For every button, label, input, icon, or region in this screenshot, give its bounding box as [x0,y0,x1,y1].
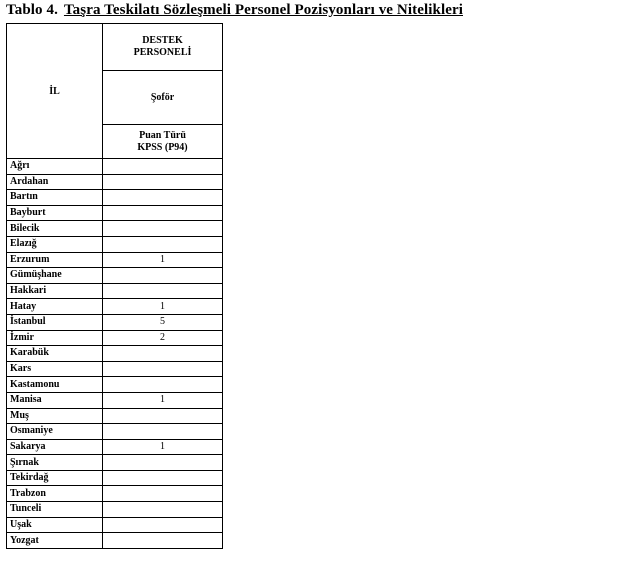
position-count-cell [103,221,223,237]
table-row [7,205,223,221]
position-count-cell: 5 [103,314,223,330]
table-row [7,439,223,455]
position-count-cell [103,470,223,486]
table-row [7,236,223,252]
position-count-cell: 2 [103,330,223,346]
city-cell: Erzurum [7,252,103,268]
table-row [7,268,223,284]
table-row [7,314,223,330]
header-city: İL [7,24,103,159]
position-count-cell [103,424,223,440]
table-row [7,408,223,424]
table-row [7,252,223,268]
table-row [7,221,223,237]
city-cell: Bartın [7,190,103,206]
position-count-cell [103,533,223,549]
table-row [7,190,223,206]
position-count-cell [103,486,223,502]
position-count-cell [103,190,223,206]
position-count-cell: 1 [103,252,223,268]
table-body [7,159,223,549]
table-row [7,377,223,393]
position-count-cell [103,159,223,175]
header-group-line1: DESTEK [142,35,183,46]
city-cell: Tekirdağ [7,470,103,486]
position-count-cell [103,517,223,533]
city-cell: Ardahan [7,174,103,190]
positions-table [6,23,223,549]
table-row [7,283,223,299]
table-row [7,470,223,486]
city-cell: Kars [7,361,103,377]
position-count-cell [103,174,223,190]
position-count-cell [103,346,223,362]
city-cell: Bilecik [7,221,103,237]
city-cell: Karabük [7,346,103,362]
city-cell: Manisa [7,392,103,408]
position-count-cell: 1 [103,299,223,315]
position-count-cell [103,377,223,393]
city-cell: Osmaniye [7,424,103,440]
position-count-cell [103,408,223,424]
table-row [7,346,223,362]
city-cell: Hatay [7,299,103,315]
city-cell: Bayburt [7,205,103,221]
header-group [103,24,223,71]
document-title [6,2,463,19]
city-cell: İzmir [7,330,103,346]
table-row [7,330,223,346]
city-cell: Elazığ [7,236,103,252]
table-row [7,455,223,471]
header-position: Şoför [103,71,223,125]
position-count-cell [103,236,223,252]
table-title: Taşra Teskilatı Sözleşmeli Personel Pozisyonları ve Nitelikleri [63,2,463,18]
table-row [7,502,223,518]
city-cell: Uşak [7,517,103,533]
table-row [7,159,223,175]
position-count-cell [103,205,223,221]
city-cell: Şırnak [7,455,103,471]
header-score-line1: Puan Türü [139,129,186,141]
city-cell: Ağrı [7,159,103,175]
city-cell: Gümüşhane [7,268,103,284]
table-row [7,361,223,377]
table-row [7,424,223,440]
header-score-type [103,125,223,159]
table-row [7,533,223,549]
city-cell: Kastamonu [7,377,103,393]
city-cell: Muş [7,408,103,424]
table-row [7,392,223,408]
city-cell: İstanbul [7,314,103,330]
position-count-cell [103,283,223,299]
table-row [7,486,223,502]
header-row-group [7,24,223,71]
position-count-cell: 1 [103,439,223,455]
table-row [7,174,223,190]
city-cell: Yozgat [7,533,103,549]
position-count-cell [103,502,223,518]
table-row [7,517,223,533]
position-count-cell [103,268,223,284]
city-cell: Hakkari [7,283,103,299]
table-label: Tablo 4. [6,2,58,18]
city-cell: Trabzon [7,486,103,502]
header-score-line2: KPSS (P94) [137,141,188,153]
city-cell: Sakarya [7,439,103,455]
header-group-line2: PERSONELİ [133,47,192,58]
table-row [7,299,223,315]
position-count-cell [103,455,223,471]
city-cell: Tunceli [7,502,103,518]
position-count-cell: 1 [103,392,223,408]
position-count-cell [103,361,223,377]
